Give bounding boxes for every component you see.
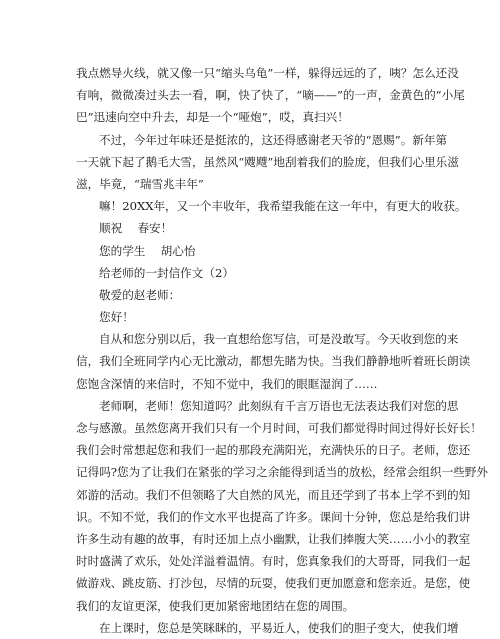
text-line: 记得吗?您为了让我们在紧张的学习之余能得到适当的放松，经常会组织一些野外 — [76, 465, 488, 480]
text-line: 您好！ — [99, 310, 134, 325]
text-line: 时时盛满了欢乐，处处洋溢着温情。有时，您真象我们的大哥哥，同我们一起 — [76, 554, 471, 569]
document-body — [76, 62, 488, 639]
text-line: 老师啊，老师！您知道吗？此刻纵有千言万语也无法表达我们对您的思 — [99, 398, 459, 413]
text-line: 自从和您分别以后，我一直想给您写信，可是没敢写。今天收到您的来 — [99, 332, 459, 347]
text-line: 给老师的一封信作文（2） — [99, 265, 234, 280]
text-line: 在上课时，您总是笑眯眯的，平易近人，使我们的胆子变大，使我们增 — [99, 620, 459, 635]
text-line: 不过，今年过年味还是挺浓的，这还得感谢老天爷的“恩赐”。新年第 — [99, 132, 448, 147]
text-line: 做游戏、跳皮筋、打沙包，尽情的玩耍，使我们更加愿意和您亲近。是您，使 — [76, 576, 471, 591]
text-line: 嘛！20XX年，又一个丰收年，我希望我能在这一年中，有更大的收获。 — [99, 199, 467, 214]
text-line: 有响，微微凑过头去一看，啊，快了快了，“嘀——”的一声，金黄色的“小尾 — [76, 88, 465, 103]
text-line: 我点燃导火线，就又像一只“缩头乌龟”一样，躲得远远的了，咦？怎么还没 — [76, 66, 459, 80]
text-line: 巴”迅速向空中升去，却是一个“哑炮”，哎，真扫兴！ — [76, 110, 349, 125]
text-line: 郊游的活动。我们不但领略了大自然的风光，而且还学到了书本上学不到的知 — [76, 487, 471, 502]
text-line: 信，我们全班同学内心无比激动，都想先睹为快。当我们静静地听着班长朗读 — [76, 354, 471, 369]
text-line: 您的学生 胡心怡 — [99, 243, 196, 258]
text-line: 敬爱的赵老师： — [99, 287, 181, 302]
text-line: 我们的友谊更深，使我们更加紧密地团结在您的周围。 — [76, 598, 355, 613]
text-line: 我们会时常想起您和我们一起的那段充满阳光，充满快乐的日子。老师，您还 — [76, 443, 471, 458]
text-line: 一天就下起了鹅毛大雪，虽然风“飕飕”地刮着我们的脸庞，但我们心里乐滋 — [76, 154, 459, 169]
text-line: 滋，毕竟，“瑞雪兆丰年” — [76, 176, 204, 191]
text-line: 您饱含深情的来信时，不知不觉中，我们的眼眶湿润了…… — [76, 376, 378, 391]
text-line: 识。不知不觉，我们的作文水平也提高了许多。课间十分钟，您总是给我们讲 — [76, 509, 471, 524]
text-line: 许多生动有趣的故事，有时还加上点小幽默，让我们捧腹大笑……小小的教室 — [76, 531, 471, 546]
text-line: 顺祝 春安！ — [99, 221, 173, 236]
text-line: 念与感激。虽然您离开我们只有一个月时间，可我们都觉得时间过得好长好长！ — [76, 421, 482, 435]
